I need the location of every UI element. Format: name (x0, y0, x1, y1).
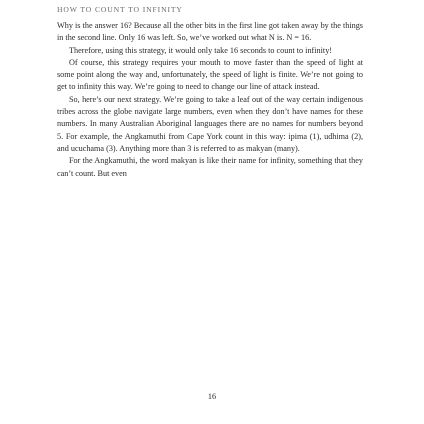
paragraph: Therefore, using this strategy, it would only take 16 seconds to count to infinity! (69, 45, 333, 55)
running-head: HOW TO COUNT TO INFINITY (57, 5, 183, 14)
body-text (57, 20, 363, 180)
paragraph: For the Angkamuthi, the word makyan is like their name for infinity, something that they can’t count. But even (57, 156, 363, 178)
paragraph: Why is the answer 16? Because all the other bits in the first line got taken away by the things in the second line. Only 16 was left. So, we’ve worked out what N is. N = 16. (57, 21, 363, 43)
paragraph: So, here’s our next strategy. We’re going to take a leaf out of the way certain indigenous tribes across the globe navigate large numbers, even when they don’t have names for these numbers. In many Australian Aboriginal languages there are no names for numbers beyond 5. For example, the Angkamuthi from Cape York count in this way: ipima (1), udhima (2), and ucuchama (3). Anything more than 3 is referred to as makyan (many). (57, 94, 363, 153)
paragraph: Of course, this strategy requires your mouth to move faster than the speed of light at some point along the way and, unfortunately, the speed of light is finite. We’re not going to get to infinity this way. We’re going to need to change our line of attack instead. (57, 57, 363, 92)
page-number: 16 (207, 392, 217, 401)
